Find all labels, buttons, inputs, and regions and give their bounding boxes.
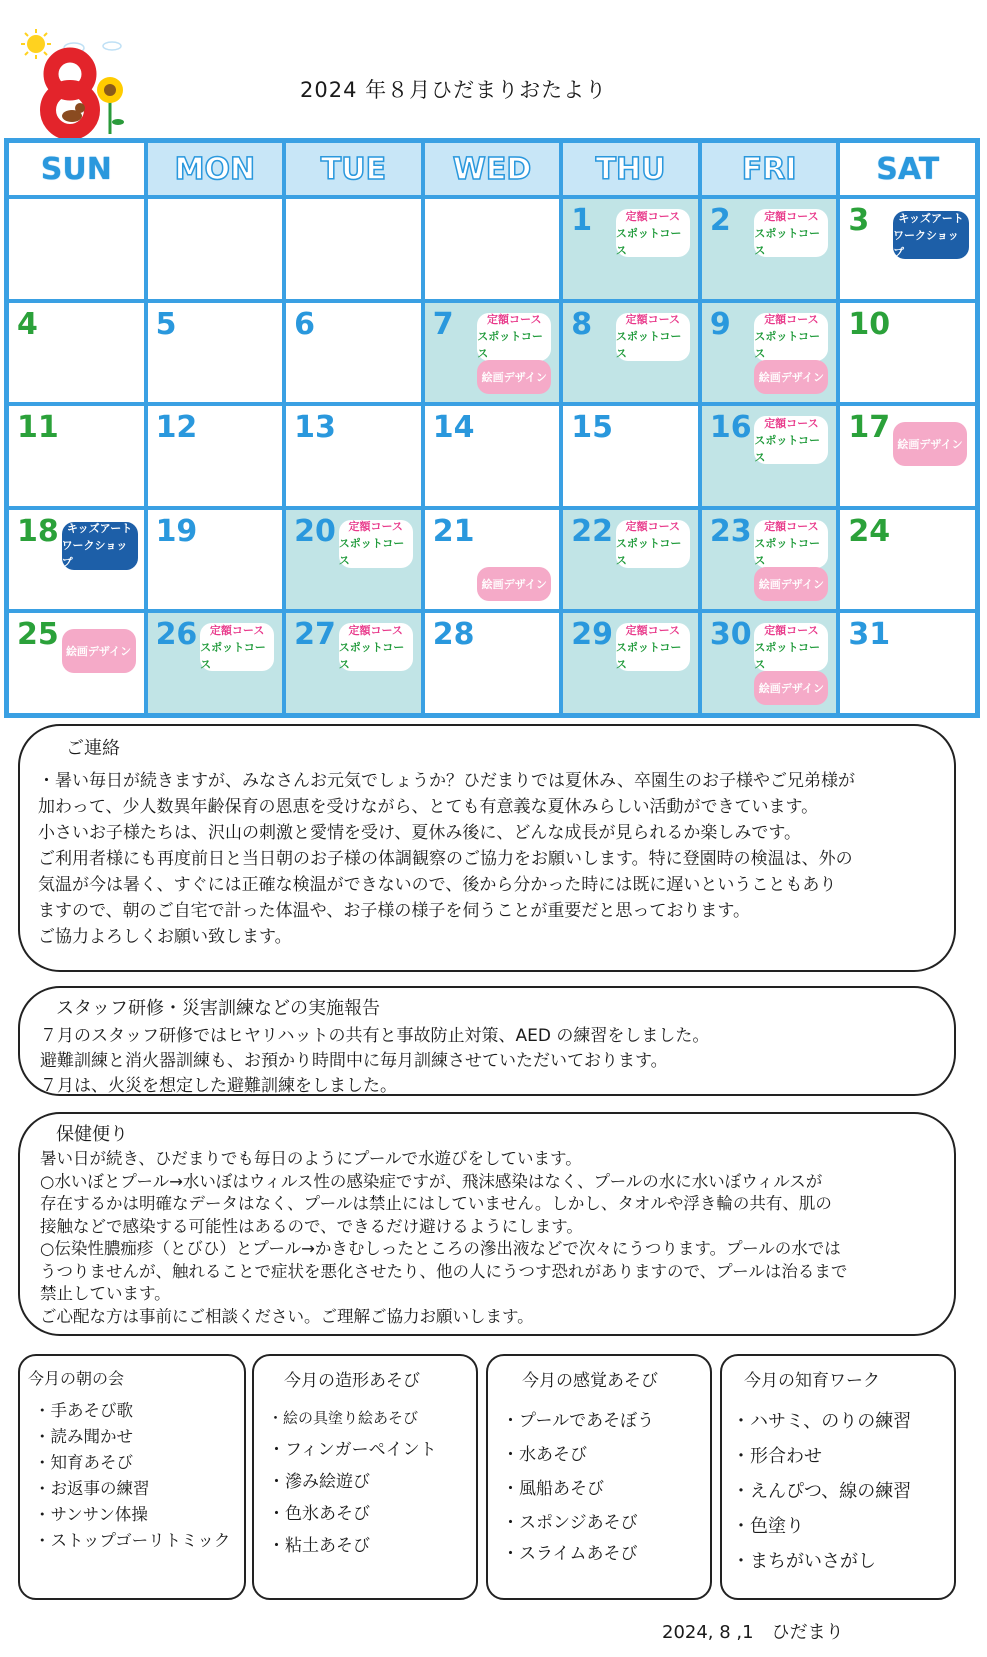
day-number: 21 bbox=[432, 513, 475, 549]
day-number: 17 bbox=[848, 410, 891, 446]
list-item: ・手あそび歌 bbox=[34, 1401, 133, 1420]
day-number: 19 bbox=[155, 513, 198, 549]
course-b-label: スポットコース bbox=[754, 330, 820, 361]
list-item: ・読み聞かせ bbox=[34, 1427, 133, 1446]
health-news-title: 保健便り bbox=[56, 1124, 128, 1145]
course-badge bbox=[754, 623, 828, 671]
list-item: ・プールであそぼう bbox=[502, 1411, 655, 1431]
weekday-mon: MON bbox=[148, 143, 283, 195]
list-item: ・ハサミ、のりの練習 bbox=[732, 1411, 912, 1432]
activity-box-craft bbox=[252, 1354, 478, 1600]
footer-date: 2024, 8 ,1 ひだまり bbox=[662, 1622, 844, 1643]
calendar-day-20 bbox=[286, 510, 421, 610]
sun-icon bbox=[21, 29, 51, 59]
workshop-label: ワークショップ bbox=[61, 539, 128, 570]
activity-title: 今月の知育ワーク bbox=[744, 1371, 880, 1391]
course-a-label: 定額コース bbox=[348, 520, 403, 534]
kids-art-badge bbox=[893, 211, 969, 259]
kids-art-badge bbox=[62, 522, 138, 570]
course-a-label: 定額コース bbox=[625, 209, 681, 223]
day-number: 1 bbox=[571, 203, 593, 238]
day-number: 4 bbox=[17, 306, 38, 342]
course-b-label: スポットコース bbox=[754, 433, 820, 464]
page-title: 2024 年８月ひだまりおたより bbox=[300, 78, 608, 102]
drawing-badge: 絵画デザイン bbox=[754, 671, 828, 705]
calendar-day-17 bbox=[840, 406, 975, 506]
list-item: ・お返事の練習 bbox=[34, 1479, 150, 1498]
course-badge bbox=[754, 313, 828, 361]
drawing-badge: 絵画デザイン bbox=[62, 629, 136, 673]
calendar-day-4 bbox=[9, 303, 144, 403]
calendar-day-16 bbox=[702, 406, 837, 506]
calendar-day-6 bbox=[286, 303, 421, 403]
course-b-label: スポットコース bbox=[754, 537, 820, 568]
calendar-day-12 bbox=[148, 406, 283, 506]
course-b-label: スポットコース bbox=[477, 330, 543, 361]
course-badge bbox=[616, 623, 690, 671]
calendar-day-5 bbox=[148, 303, 283, 403]
day-number: 8 bbox=[571, 306, 593, 342]
course-b-label: スポットコース bbox=[200, 640, 266, 671]
day-number: 16 bbox=[709, 410, 752, 446]
day-number: 3 bbox=[848, 203, 870, 238]
calendar-day-1 bbox=[563, 199, 698, 299]
list-item: ・滲み絵遊び bbox=[268, 1472, 370, 1492]
weekday-sat: SAT bbox=[840, 143, 975, 195]
calendar-day-18 bbox=[9, 510, 144, 610]
day-number: 5 bbox=[155, 306, 177, 342]
course-b-label: スポットコース bbox=[338, 537, 405, 568]
notice-title: ご連絡 bbox=[66, 738, 120, 759]
calendar-day-22 bbox=[563, 510, 698, 610]
calendar-day-29 bbox=[563, 613, 698, 713]
day-number: 26 bbox=[155, 617, 198, 653]
calendar-day-13 bbox=[286, 406, 421, 506]
day-number: 25 bbox=[17, 617, 59, 653]
course-b-label: スポットコース bbox=[615, 537, 682, 568]
list-item: ・フィンガーペイント bbox=[268, 1440, 437, 1460]
course-a-label: 定額コース bbox=[625, 623, 681, 637]
course-a-label: 定額コース bbox=[209, 623, 265, 637]
calendar-day-8 bbox=[563, 303, 698, 403]
course-badge bbox=[200, 623, 274, 671]
day-number: 22 bbox=[571, 513, 614, 549]
calendar-empty-cell bbox=[148, 199, 283, 299]
calendar-day-7 bbox=[425, 303, 560, 403]
day-number: 15 bbox=[571, 410, 614, 446]
calendar-day-31 bbox=[840, 613, 975, 713]
list-item: ・スポンジあそび bbox=[502, 1513, 638, 1533]
list-item: ・まちがいさがし bbox=[732, 1551, 876, 1572]
calendar-empty-cell bbox=[425, 199, 560, 299]
day-number: 13 bbox=[294, 410, 336, 446]
activity-box-morning bbox=[18, 1354, 246, 1600]
calendar-day-24 bbox=[840, 510, 975, 610]
day-number: 12 bbox=[155, 410, 198, 446]
staff-report-title: スタッフ研修・災害訓練などの実施報告 bbox=[56, 998, 380, 1019]
course-a-label: 定額コース bbox=[764, 416, 819, 430]
drawing-badge: 絵画デザイン bbox=[754, 360, 828, 394]
list-item: ・ストップゴーリトミック bbox=[34, 1531, 231, 1550]
health-news-box bbox=[18, 1112, 956, 1336]
day-number: 10 bbox=[848, 306, 891, 342]
day-number: 6 bbox=[294, 306, 316, 342]
course-b-label: スポットコース bbox=[754, 640, 820, 671]
day-number: 23 bbox=[709, 513, 752, 549]
list-item: ・えんぴつ、線の練習 bbox=[732, 1481, 912, 1502]
day-number: 7 bbox=[432, 306, 454, 342]
sunflower-icon bbox=[97, 77, 124, 134]
drawing-badge: 絵画デザイン bbox=[477, 360, 551, 394]
activity-title: 今月の造形あそび bbox=[284, 1371, 420, 1391]
course-b-label: スポットコース bbox=[754, 226, 820, 257]
course-badge bbox=[754, 209, 828, 257]
activity-title: 今月の感覚あそび bbox=[522, 1371, 658, 1391]
course-badge bbox=[616, 520, 690, 568]
course-b-label: スポットコース bbox=[615, 330, 682, 361]
calendar-day-27 bbox=[286, 613, 421, 713]
calendar-day-15 bbox=[563, 406, 698, 506]
calendar-day-10 bbox=[840, 303, 975, 403]
day-number: 30 bbox=[709, 617, 752, 653]
list-item: ・色塗り bbox=[732, 1516, 804, 1537]
calendar-day-19 bbox=[148, 510, 283, 610]
weekday-thu: THU bbox=[563, 143, 698, 195]
calendar-day-21 bbox=[425, 510, 560, 610]
drawing-badge: 絵画デザイン bbox=[754, 567, 828, 601]
course-a-label: 定額コース bbox=[348, 623, 403, 637]
course-badge bbox=[754, 520, 828, 568]
day-number: 11 bbox=[17, 410, 59, 446]
day-number: 31 bbox=[848, 617, 891, 653]
day-number: 24 bbox=[848, 513, 891, 549]
day-number: 29 bbox=[571, 617, 614, 653]
course-a-label: 定額コース bbox=[625, 520, 681, 534]
course-b-label: スポットコース bbox=[615, 226, 682, 257]
calendar-day-3 bbox=[840, 199, 975, 299]
weekday-sun: SUN bbox=[9, 143, 144, 195]
calendar-day-23 bbox=[702, 510, 837, 610]
day-number: 27 bbox=[294, 617, 336, 653]
list-item: ・水あそび bbox=[502, 1445, 587, 1465]
course-badge bbox=[754, 416, 828, 464]
staff-report-box bbox=[18, 986, 956, 1096]
course-badge bbox=[339, 623, 413, 671]
notice-box bbox=[18, 724, 956, 972]
august-logo bbox=[14, 26, 140, 142]
course-a-label: 定額コース bbox=[764, 520, 819, 534]
list-item: ・粘土あそび bbox=[268, 1536, 370, 1556]
calendar bbox=[4, 138, 980, 718]
day-number: 28 bbox=[432, 617, 475, 653]
course-badge bbox=[616, 313, 690, 361]
course-a-label: 定額コース bbox=[764, 623, 819, 637]
list-item: ・風船あそび bbox=[502, 1479, 604, 1499]
calendar-day-11 bbox=[9, 406, 144, 506]
list-item: ・絵の具塗り絵あそび bbox=[268, 1409, 419, 1427]
course-a-label: 定額コース bbox=[764, 209, 819, 223]
course-badge bbox=[477, 313, 551, 361]
course-b-label: スポットコース bbox=[338, 640, 405, 671]
drawing-badge: 絵画デザイン bbox=[477, 567, 551, 601]
calendar-empty-cell bbox=[9, 199, 144, 299]
staff-report-body: ７月のスタッフ研修ではヒヤリハットの共有と事故防止対策、AED の練習をしました。 避難訓練と消火器訓練も、お預かり時間中に毎月訓練させていただいております。 ７月は、火災を想定した避難訓練をしました。 bbox=[40, 1026, 710, 1096]
health-news-body: 暑い日が続き、ひだまりでも毎日のようにプールで水遊びをしています。 ○水いぼとプール→水いぼはウィルス性の感染症ですが、飛沫感染はなく、プールの水に水いぼウィルスが 存在するかは明確なデータはなく、プールは禁止にはしていません。しかし、タオルや浮き輪の共有、肌の 接触などで感染する可能性はあるので、できるだけ避けるようにします。 ○伝染性膿痂疹（とびひ）とプール→かきむしったところの滲出液などで次々にうつります。プールの水では うつりませんが、触れることで症状を悪化させたり、他の人にうつす恐れがありますので、プールは治るまで 禁止しています。 ご心配な方は事前にご相談ください。ご理解ご協力お願いします。 bbox=[40, 1149, 848, 1326]
list-item: ・知育あそび bbox=[34, 1453, 133, 1472]
workshop-label: ワークショップ bbox=[892, 228, 959, 259]
list-item: ・サンサン体操 bbox=[34, 1505, 148, 1524]
calendar-empty-cell bbox=[286, 199, 421, 299]
course-a-label: 定額コース bbox=[487, 313, 542, 327]
weekday-tue: TUE bbox=[286, 143, 421, 195]
calendar-day-28 bbox=[425, 613, 560, 713]
course-b-label: スポットコース bbox=[615, 640, 682, 671]
list-item: ・色氷あそび bbox=[268, 1504, 370, 1524]
course-badge bbox=[616, 209, 690, 257]
calendar-day-2 bbox=[702, 199, 837, 299]
day-number: 2 bbox=[709, 203, 731, 238]
activity-box-intellect bbox=[720, 1354, 956, 1600]
notice-body: ・暑い毎日が続きますが、みなさんお元気でしょうか？ひだまりでは夏休み、卒園生のお子様やご兄弟様が 加わって、少人数異年齢保育の恩恵を受けながら、とても有意義な夏休みらしい活動ができています。 小さいお子様たちは、沢山の刺激と愛情を受け、夏休み後に、どんな成長が見られるか楽しみです。 ご利用者様にも再度前日と当日朝のお子様の体調観察のご協力をお願いします。特に登園時の検温は、外の 気温が今は暑く、すぐには正確な検温ができないので、後から分かった時には既に遅いということもあり ますので、朝のご自宅で計った体温や、お子様の様子を伺うことが重要だと思っております。 ご協力よろしくお願い致します。 bbox=[38, 771, 856, 947]
calendar-day-26 bbox=[148, 613, 283, 713]
list-item: ・スライムあそび bbox=[502, 1544, 638, 1564]
list-item: ・形合わせ bbox=[732, 1446, 822, 1467]
day-number: 14 bbox=[432, 410, 475, 446]
activity-title: 今月の朝の会 bbox=[28, 1369, 125, 1388]
course-a-label: 定額コース bbox=[625, 313, 681, 327]
course-badge bbox=[339, 520, 413, 568]
course-a-label: 定額コース bbox=[764, 313, 819, 327]
calendar-day-9 bbox=[702, 303, 837, 403]
calendar-day-14 bbox=[425, 406, 560, 506]
kids-art-label: キッズアート bbox=[898, 211, 964, 225]
day-number: 9 bbox=[709, 306, 731, 342]
activity-box-sensory bbox=[486, 1354, 712, 1600]
drawing-badge: 絵画デザイン bbox=[893, 422, 967, 466]
calendar-day-30 bbox=[702, 613, 837, 713]
calendar-day-25 bbox=[9, 613, 144, 713]
kids-art-label: キッズアート bbox=[66, 522, 133, 536]
day-number: 18 bbox=[17, 513, 59, 549]
day-number: 20 bbox=[294, 513, 336, 549]
weekday-wed: WED bbox=[425, 143, 560, 195]
weekday-fri: FRI bbox=[702, 143, 837, 195]
